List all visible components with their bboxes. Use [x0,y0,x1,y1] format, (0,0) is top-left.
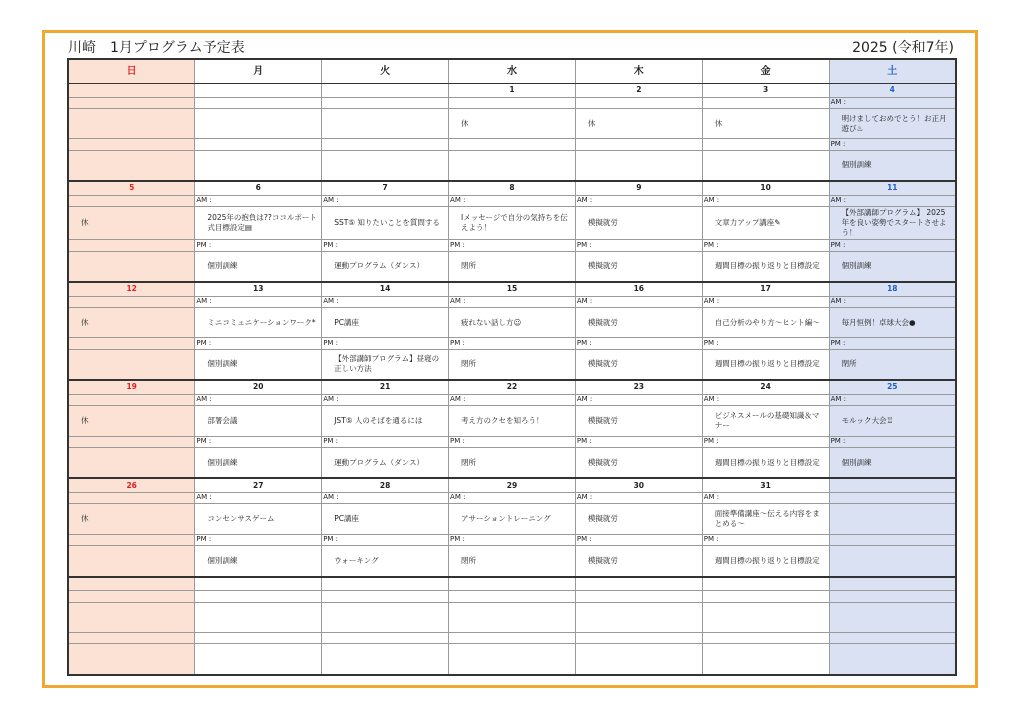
pm-program [829,644,956,675]
date-cell: 8 [449,181,576,195]
pm-program: 模擬就労 [575,349,702,380]
date-cell [195,84,322,98]
am-label [702,97,829,108]
am-label [68,97,195,108]
pm-program: 週間目標の振り返りと目標設定 [702,546,829,577]
pm-program: 運動プログラム（ダンス） [322,251,449,282]
pm-label [829,632,956,643]
am-program: 模擬就労 [575,207,702,240]
am-program: モルック大会♖ [829,406,956,436]
am-label: AM : [322,394,449,405]
am-label: AM : [322,296,449,307]
am-program: 休 [68,308,195,338]
weekday-header-row [68,59,956,84]
am-content-row [68,207,956,240]
date-cell [702,577,829,591]
year-label: 2025 (令和7年) [852,40,954,56]
am-label [449,97,576,108]
am-program [449,602,576,632]
pm-label [575,139,702,150]
pm-label [195,632,322,643]
pm-label: PM : [829,240,956,251]
date-cell: 31 [702,478,829,492]
pm-program [195,644,322,675]
date-cell [829,577,956,591]
date-cell: 15 [449,282,576,296]
am-label: AM : [195,394,322,405]
pm-label: PM : [702,338,829,349]
am-label: AM : [829,394,956,405]
am-label: AM : [702,296,829,307]
pm-content-row [68,150,956,181]
am-program: 面接準備講座～伝える内容をまとめる～ [702,504,829,534]
date-cell: 11 [829,181,956,195]
date-row [68,181,956,195]
pm-label: PM : [575,338,702,349]
am-program: 休 [702,109,829,139]
pm-program [68,644,195,675]
weekday-header: 金 [702,59,829,84]
pm-program [68,447,195,478]
am-program: PC講座 [322,504,449,534]
date-cell: 2 [575,84,702,98]
am-label [702,591,829,602]
date-cell: 9 [575,181,702,195]
date-row [68,577,956,591]
am-label: AM : [575,195,702,206]
date-cell: 10 [702,181,829,195]
pm-label: PM : [195,240,322,251]
am-label: AM : [449,296,576,307]
date-row [68,380,956,394]
date-cell: 26 [68,478,195,492]
am-label: AM : [195,492,322,503]
am-program: アサーショントレーニング [449,504,576,534]
pm-label: PM : [575,240,702,251]
am-label: AM : [195,195,322,206]
pm-program: 個別訓練 [829,150,956,181]
am-label-row [68,296,956,307]
am-program: 部署会議 [195,406,322,436]
am-label [195,97,322,108]
date-cell: 27 [195,478,322,492]
am-label [68,492,195,503]
pm-program [68,251,195,282]
am-program: コンセンサスゲーム [195,504,322,534]
pm-program: 週間目標の振り返りと目標設定 [702,251,829,282]
pm-label [575,632,702,643]
pm-program: 個別訓練 [195,349,322,380]
date-cell: 23 [575,380,702,394]
am-content-row [68,504,956,534]
pm-program: 個別訓練 [829,251,956,282]
pm-program [68,349,195,380]
weekday-header: 土 [829,59,956,84]
date-cell [322,577,449,591]
pm-label: PM : [702,534,829,545]
am-label [68,195,195,206]
pm-label: PM : [575,436,702,447]
am-program: 自己分析のやり方～ヒント編～ [702,308,829,338]
am-content-row [68,602,956,632]
pm-label-row [68,139,956,150]
date-cell: 12 [68,282,195,296]
am-program: 休 [68,406,195,436]
am-label-row [68,97,956,108]
pm-label: PM : [449,338,576,349]
pm-label [68,139,195,150]
am-program [195,602,322,632]
date-cell: 22 [449,380,576,394]
am-label-row [68,195,956,206]
pm-label: PM : [449,436,576,447]
am-label [829,591,956,602]
am-program: 休 [575,109,702,139]
am-label: AM : [702,195,829,206]
date-cell: 21 [322,380,449,394]
pm-label [195,139,322,150]
date-cell: 7 [322,181,449,195]
pm-label: PM : [195,338,322,349]
pm-program [322,644,449,675]
pm-label: PM : [195,534,322,545]
am-program: 模擬就労 [575,406,702,436]
date-row [68,282,956,296]
am-label-row [68,591,956,602]
date-cell: 13 [195,282,322,296]
date-cell [68,577,195,591]
pm-program: 週間目標の振り返りと目標設定 [702,349,829,380]
am-label [575,97,702,108]
pm-label [702,139,829,150]
pm-program [449,644,576,675]
pm-program: 閉所 [449,251,576,282]
am-program: 模擬就労 [575,504,702,534]
date-cell: 18 [829,282,956,296]
pm-program: 個別訓練 [195,447,322,478]
am-label [68,591,195,602]
weekday-header: 火 [322,59,449,84]
pm-label [322,632,449,643]
pm-program: ウォーキング [322,546,449,577]
am-program: 文章力アップ講座✎ [702,207,829,240]
date-row [68,84,956,98]
am-program: 考え方のクセを知ろう！ [449,406,576,436]
pm-label [68,534,195,545]
date-cell [68,84,195,98]
pm-label: PM : [449,240,576,251]
am-program: 模擬就労 [575,308,702,338]
pm-program [829,546,956,577]
am-content-row [68,109,956,139]
am-program [829,602,956,632]
pm-label-row [68,338,956,349]
am-label: AM : [829,97,956,108]
pm-label: PM : [322,436,449,447]
date-cell: 4 [829,84,956,98]
pm-program [575,644,702,675]
am-program: PC講座 [322,308,449,338]
date-cell: 25 [829,380,956,394]
pm-program: 模擬就労 [575,251,702,282]
am-label: AM : [449,492,576,503]
pm-program [68,546,195,577]
date-cell [322,84,449,98]
am-label: AM : [575,394,702,405]
pm-label: PM : [829,436,956,447]
date-cell: 20 [195,380,322,394]
am-program [68,602,195,632]
weekday-header: 日 [68,59,195,84]
am-label: AM : [575,296,702,307]
am-program: 明けましておめでとう！お正月遊び♨ [829,109,956,139]
pm-label: PM : [449,534,576,545]
am-program: 2025年の抱負は??ココルポート式目標設定▤ [195,207,322,240]
am-content-row [68,406,956,436]
am-label: AM : [322,492,449,503]
am-program: 休 [68,207,195,240]
am-label: AM : [829,195,956,206]
pm-program: 閉所 [829,349,956,380]
date-cell [575,577,702,591]
date-cell: 29 [449,478,576,492]
am-program: 疲れない話し方☺ [449,308,576,338]
weekday-header: 木 [575,59,702,84]
pm-label [322,139,449,150]
date-cell: 14 [322,282,449,296]
am-label: AM : [702,492,829,503]
date-cell [195,577,322,591]
am-label [449,591,576,602]
date-cell: 6 [195,181,322,195]
am-content-row [68,308,956,338]
am-label-row [68,394,956,405]
date-cell: 24 [702,380,829,394]
pm-label [829,534,956,545]
pm-label-row [68,534,956,545]
date-cell [449,577,576,591]
pm-label [68,632,195,643]
pm-program: 閉所 [449,349,576,380]
am-program: 【外部講師プログラム】 2025年を良い姿勢でスタートさせよう！ [829,207,956,240]
pm-label [68,240,195,251]
date-row [68,478,956,492]
am-program: 毎月恒例！卓球大会● [829,308,956,338]
pm-label: PM : [322,338,449,349]
am-program [322,602,449,632]
page-title: 川崎 1月プログラム予定表 [68,40,245,56]
date-cell [829,478,956,492]
am-program [829,504,956,534]
date-cell: 1 [449,84,576,98]
pm-program [68,150,195,181]
pm-label: PM : [575,534,702,545]
date-cell: 3 [702,84,829,98]
pm-label [449,632,576,643]
am-label: AM : [449,195,576,206]
date-cell: 28 [322,478,449,492]
pm-program [195,150,322,181]
pm-label: PM : [702,436,829,447]
pm-content-row [68,447,956,478]
am-program [68,109,195,139]
am-label [68,296,195,307]
pm-label [68,436,195,447]
am-label: AM : [322,195,449,206]
pm-program [322,150,449,181]
pm-program [702,150,829,181]
am-label [322,591,449,602]
am-label [68,394,195,405]
pm-content-row [68,251,956,282]
am-program: ビジネスメールの基礎知識＆マナー [702,406,829,436]
pm-label [449,139,576,150]
am-label: AM : [702,394,829,405]
date-cell: 30 [575,478,702,492]
am-label: AM : [449,394,576,405]
pm-content-row [68,349,956,380]
pm-label [68,338,195,349]
date-cell: 16 [575,282,702,296]
pm-program: 模擬就労 [575,546,702,577]
am-program [575,602,702,632]
pm-program [702,644,829,675]
pm-program: 模擬就労 [575,447,702,478]
date-cell: 19 [68,380,195,394]
pm-label-row [68,632,956,643]
pm-program: 個別訓練 [195,546,322,577]
am-label [829,492,956,503]
pm-program [575,150,702,181]
pm-label-row [68,436,956,447]
am-program [195,109,322,139]
am-program: ミニコミュニケーションワーク* [195,308,322,338]
pm-program: 【外部講師プログラム】昼寝の正しい方法 [322,349,449,380]
pm-label: PM : [322,240,449,251]
am-program: Iメッセージで自分の気持ちを伝えよう！ [449,207,576,240]
pm-label: PM : [829,139,956,150]
pm-program: 運動プログラム（ダンス） [322,447,449,478]
am-label: AM : [195,296,322,307]
pm-program [449,150,576,181]
pm-program: 週間目標の振り返りと目標設定 [702,447,829,478]
date-cell: 17 [702,282,829,296]
weekday-header: 水 [449,59,576,84]
pm-content-row [68,546,956,577]
am-label [195,591,322,602]
pm-label-row [68,240,956,251]
am-label-row [68,492,956,503]
pm-program: 閉所 [449,546,576,577]
pm-label: PM : [829,338,956,349]
am-label: AM : [575,492,702,503]
am-label [322,97,449,108]
pm-program: 個別訓練 [829,447,956,478]
am-program: 休 [68,504,195,534]
date-cell: 5 [68,181,195,195]
pm-label: PM : [195,436,322,447]
weekday-header: 月 [195,59,322,84]
am-program [322,109,449,139]
pm-content-row [68,644,956,675]
am-program: JST⑤ 人のそばを通るには [322,406,449,436]
pm-label: PM : [702,240,829,251]
pm-label: PM : [322,534,449,545]
pm-program: 個別訓練 [195,251,322,282]
schedule-table [67,58,957,676]
am-program [702,602,829,632]
pm-program: 閉所 [449,447,576,478]
am-program: 休 [449,109,576,139]
am-label [575,591,702,602]
am-label: AM : [829,296,956,307]
pm-label [702,632,829,643]
am-program: SST⑤ 知りたいことを質問する [322,207,449,240]
